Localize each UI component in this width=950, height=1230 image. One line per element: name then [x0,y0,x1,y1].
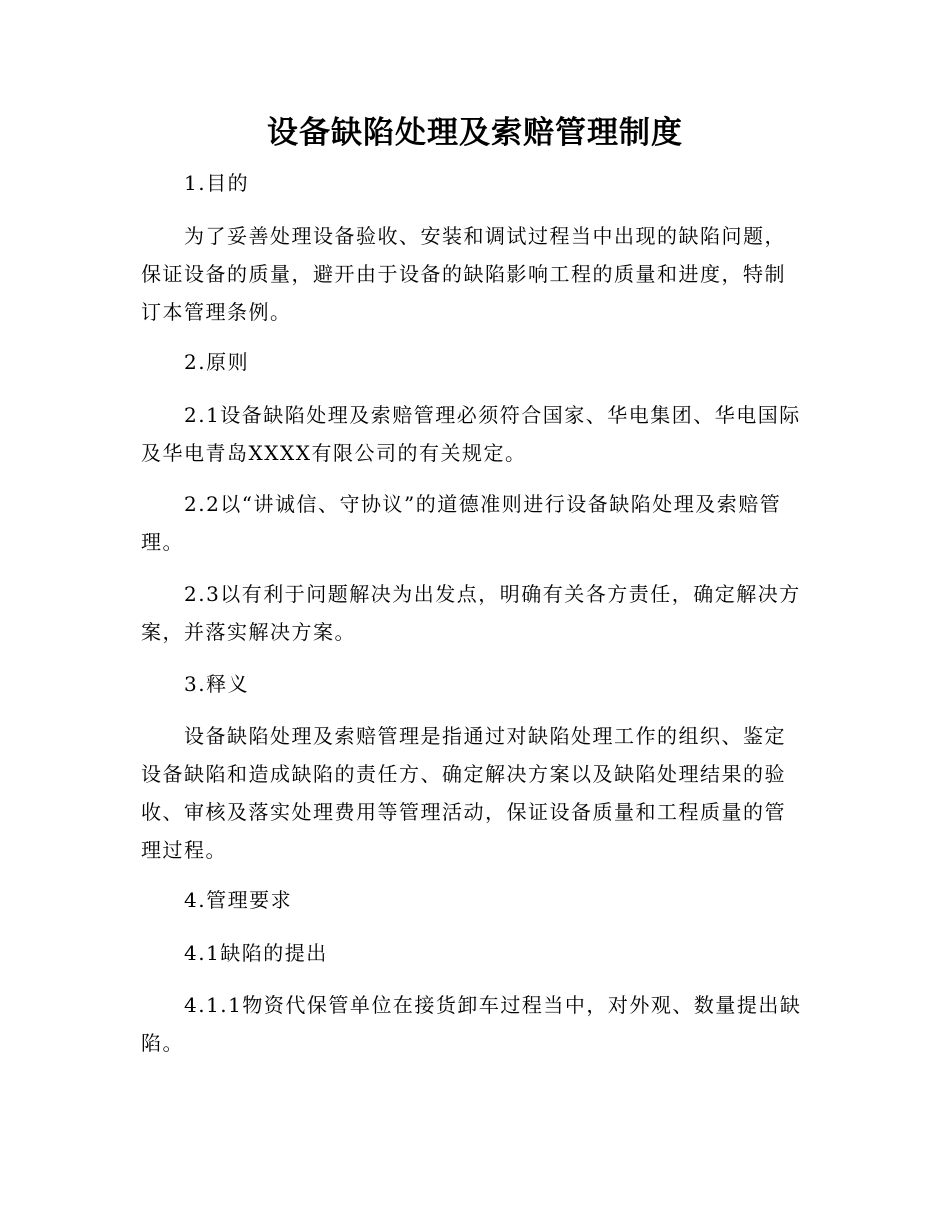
text-line: 4.1缺陷的提出 [184,941,328,965]
text-line: 2.2以“讲诚信、守协议”的道德准则进行设备缺陷处理及索赔管 [184,492,782,516]
text-line: 3.释义 [184,672,250,696]
heading-definition [141,665,821,703]
text-line: 2.3以有利于问题解决为出发点，明确有关各方责任，确定解决方 [184,582,801,606]
heading-defect-submission [141,934,821,972]
text-line: 保证设备的质量，避开由于设备的缺陷影响工程的质量和进度，特制 [141,262,786,286]
text-line: 理过程。 [141,838,227,862]
paragraph-principle-2-1 [141,396,821,472]
text-line: 4.管理要求 [184,888,293,912]
text-line: 案，并落实解决方案。 [141,620,356,644]
paragraph-definition [141,717,821,869]
text-line: 设备缺陷和造成缺陷的责任方、确定解决方案以及缺陷处理结果的验 [141,762,786,786]
text-line: 订本管理条例。 [141,300,292,324]
text-line: 2.原则 [184,350,250,374]
paragraph-purpose [141,217,821,331]
text-line: 及华电青岛XXXX有限公司的有关规定。 [141,441,527,465]
document-title: 设备缺陷处理及索赔管理制度 [267,115,683,151]
text-line: 2.1设备缺陷处理及索赔管理必须符合国家、华电集团、华电国际 [184,403,801,427]
text-line: 陷。 [141,1031,184,1055]
paragraph-principle-2-2 [141,485,821,561]
paragraph-principle-2-3 [141,575,821,651]
paragraph-defect-4-1-1 [141,986,821,1062]
text-line: 4.1.1物资代保管单位在接货卸车过程当中，对外观、数量提出缺 [184,993,802,1017]
text-line: 设备缺陷处理及索赔管理是指通过对缺陷处理工作的组织、鉴定 [184,724,786,748]
heading-management-requirements [141,881,821,919]
heading-purpose [141,164,821,202]
heading-principles [141,343,821,381]
text-line: 理。 [141,530,184,554]
text-line: 为了妥善处理设备验收、安装和调试过程当中出现的缺陷问题， [184,224,786,248]
text-line: 收、审核及落实处理费用等管理活动，保证设备质量和工程质量的管 [141,800,786,824]
text-line: 1.目的 [184,171,250,195]
